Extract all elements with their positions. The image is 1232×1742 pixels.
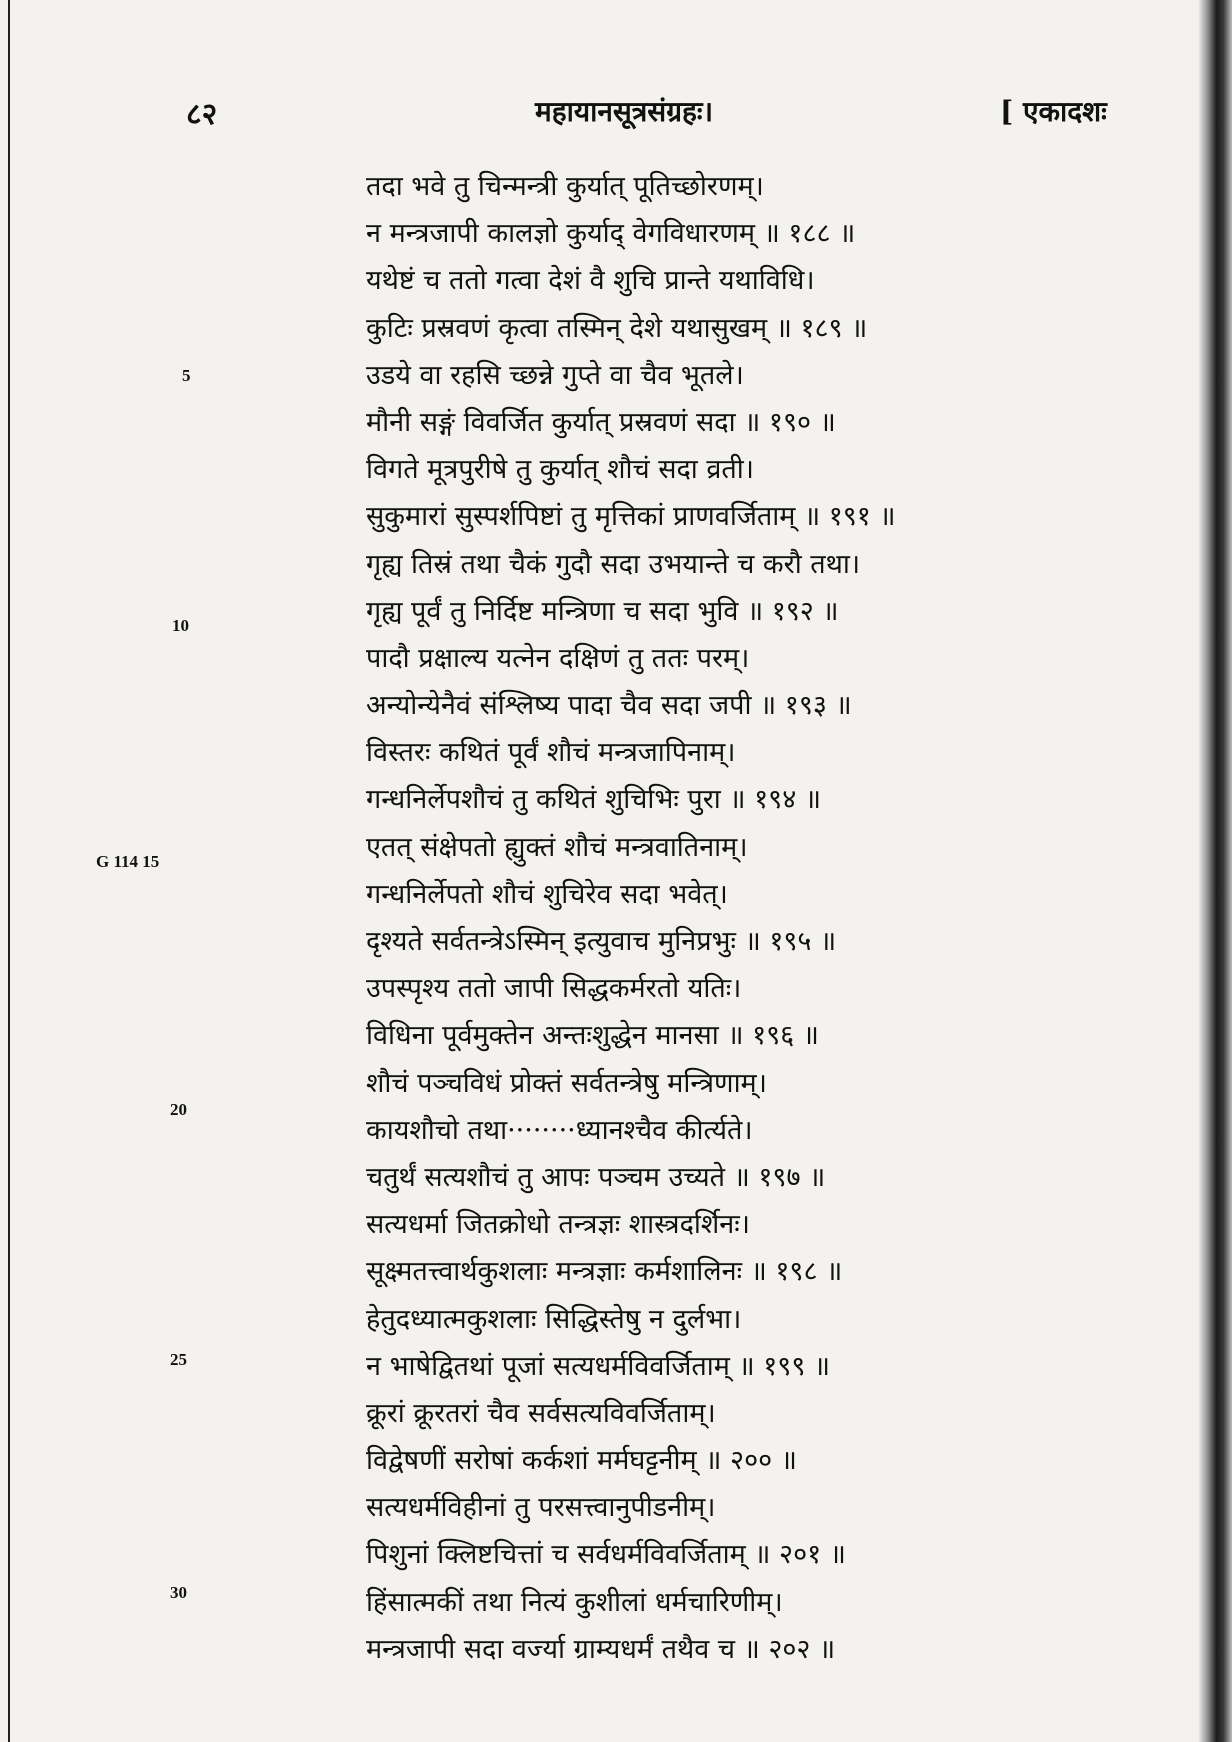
verse-line: उडये वा रहसि च्छन्ने गुप्ते वा चैव भूतले।	[366, 359, 744, 391]
verse-line: दृश्यते सर्वतन्त्रेऽस्मिन् इत्युवाच मुनिप्रभुः ॥ १९५ ॥	[366, 926, 837, 957]
verse-line: सत्यधर्मविहीनां तु परसत्त्वानुपीडनीम्।	[366, 1492, 716, 1524]
verse-line: मौनी सङ्गं विवर्जित कुर्यात् प्रस्रवणं सदा ॥ १९० ॥	[366, 406, 836, 438]
verse-line: न भाषेद्वितथां पूजां सत्यधर्मविवर्जिताम् ॥ १९९ ॥	[366, 1350, 831, 1382]
page-left-border	[8, 0, 10, 1742]
line-number-marker: 30	[170, 1583, 187, 1602]
verse-line: अन्योन्येनैवं संश्लिष्य पादा चैव सदा जपी ॥ १९३ ॥	[366, 690, 852, 722]
verse-line: गृह्य पूर्वं तु निर्दिष्ट मन्त्रिणा च सदा भुवि ॥ १९२ ॥	[366, 595, 839, 627]
line-number-marker: 25	[170, 1350, 187, 1369]
verse-line: पादौ प्रक्षाल्य यत्नेन दक्षिणं तु ततः परम्।	[366, 642, 750, 674]
verse-line: विद्वेषणीं सरोषां कर्कशां मर्मघट्टनीम् ॥ २०० ॥	[366, 1445, 797, 1477]
page-binding-edge	[1198, 0, 1232, 1742]
verse-line: क्रूरां क्रूरतरां चैव सर्वसत्यविवर्जिताम्।	[366, 1397, 716, 1429]
verse-line: विस्तरः कथितं पूर्वं शौचं मन्त्रजापिनाम्।	[366, 737, 736, 769]
page-number: ८२	[186, 97, 218, 132]
verse-line: न मन्त्रजापी कालज्ञो कुर्याद् वेगविधारणम् ॥ १८८ ॥	[366, 218, 856, 250]
verse-line: गन्धनिर्लेपशौचं तु कथितं शुचिभिः पुरा ॥ १९४ ॥	[366, 784, 822, 816]
verse-line: गृह्य तिस्रं तथा चैकं गुदौ सदा उभयान्ते च करौ तथा।	[366, 548, 861, 580]
verse-line: कुटिः प्रस्रवणं कृत्वा तस्मिन् देशे यथासुखम् ॥ १८९ ॥	[366, 312, 868, 344]
verse-line: हिंसात्मकीं तथा नित्यं कुशीलां धर्मचारिणीम्।	[366, 1586, 783, 1618]
verse-line: विधिना पूर्वमुक्तेन अन्तःशुद्धेन मानसा ॥ १९६ ॥	[366, 1020, 819, 1052]
line-number-marker: 10	[172, 616, 189, 635]
verse-line: सुकुमारां सुस्पर्शपिष्टां तु मृत्तिकां प्राणवर्जिताम् ॥ १९१ ॥	[366, 501, 896, 533]
verse-line: यथेष्टं च ततो गत्वा देशं वै शुचि प्रान्ते यथाविधि।	[366, 265, 815, 297]
verse-line: सूक्ष्मतत्त्वार्थकुशलाः मन्त्रज्ञाः कर्मशालिनः ॥ १९८ ॥	[366, 1256, 843, 1288]
verse-line: मन्त्रजापी सदा वर्ज्या ग्राम्यधर्मं तथैव च ॥ २०२ ॥	[366, 1633, 836, 1665]
verse-line: सत्यधर्मा जितक्रोधो तन्त्रज्ञः शास्त्रदर्शिनः।	[366, 1209, 750, 1241]
manuscript-folio-marker: G 114 15	[96, 852, 160, 871]
chapter-label: [ एकादशः	[1000, 95, 1107, 128]
verse-line: पिशुनां क्लिष्टचित्तां च सर्वधर्मविवर्जिताम् ॥ २०१ ॥	[366, 1539, 846, 1571]
verse-line: चतुर्थं सत्यशौचं तु आपः पञ्चम उच्यते ॥ १९७ ॥	[366, 1161, 826, 1193]
verse-line: शौचं पञ्चविधं प्रोक्तं सर्वतन्त्रेषु मन्त्रिणाम्।	[366, 1067, 767, 1099]
verse-line: कायशौचो तथा········ध्यानश्चैव कीर्त्यते।	[366, 1114, 753, 1146]
verse-block	[366, 163, 1196, 1673]
verse-line: गन्धनिर्लेपतो शौचं शुचिरेव सदा भवेत्।	[366, 878, 728, 910]
line-number-marker: 20	[170, 1100, 187, 1119]
verse-line: विगते मूत्रपुरीषे तु कुर्यात् शौचं सदा व्रती।	[366, 454, 754, 486]
running-header	[0, 92, 1232, 132]
verse-line: तदा भवे तु चिन्मन्त्री कुर्यात् पूतिच्छोरणम्।	[366, 171, 764, 202]
line-number-marker: 5	[182, 366, 191, 385]
verse-line: उपस्पृश्य ततो जापी सिद्धकर्मरतो यतिः।	[366, 973, 742, 1005]
running-title: महायानसूत्रसंग्रहः।	[535, 95, 714, 128]
verse-line: एतत् संक्षेपतो ह्युक्तं शौचं मन्त्रवातिनाम्।	[366, 831, 748, 863]
verse-line: हेतुदध्यात्मकुशलाः सिद्धिस्तेषु न दुर्लभा।	[366, 1303, 742, 1335]
